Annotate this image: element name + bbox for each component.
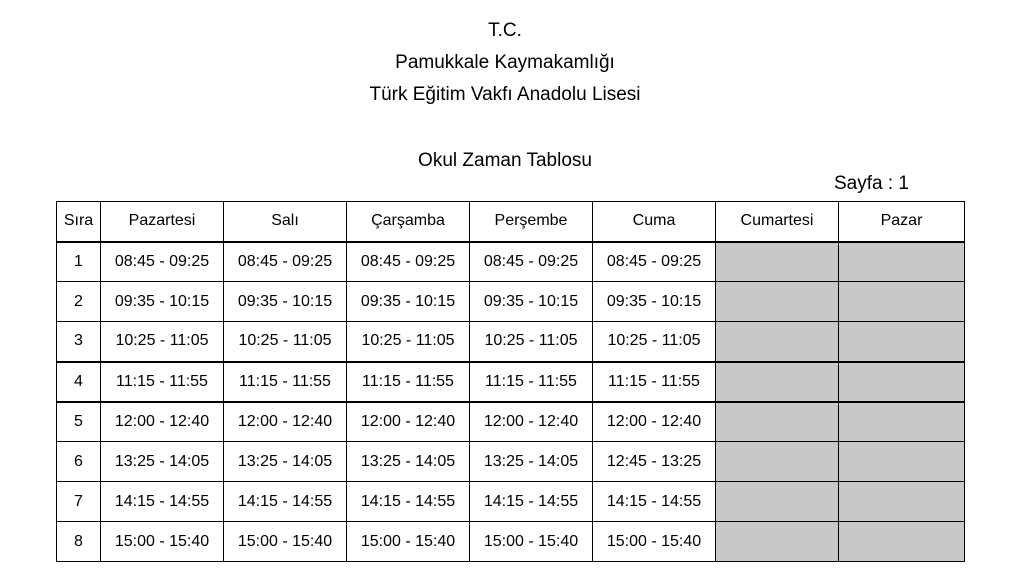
time-cell-cuma: 12:00 - 12:40: [593, 402, 716, 442]
time-cell-persembe: 15:00 - 15:40: [470, 522, 593, 562]
row-number: 5: [57, 402, 101, 442]
closed-cell-cumartesi: [716, 442, 839, 482]
column-header-cumartesi: Cumartesi: [716, 202, 839, 242]
column-header-carsamba: Çarşamba: [347, 202, 470, 242]
closed-cell-cumartesi: [716, 362, 839, 402]
time-cell-carsamba: 15:00 - 15:40: [347, 522, 470, 562]
closed-cell-pazar: [839, 242, 965, 282]
header-line-tc: T.C.: [488, 20, 522, 41]
header-line-governorship: Pamukkale Kaymakamlığı: [395, 52, 615, 73]
closed-cell-cumartesi: [716, 482, 839, 522]
time-cell-cuma: 15:00 - 15:40: [593, 522, 716, 562]
time-cell-cuma: 08:45 - 09:25: [593, 242, 716, 282]
time-cell-persembe: 11:15 - 11:55: [470, 362, 593, 402]
row-number: 4: [57, 362, 101, 402]
page-number: Sayfa : 1: [834, 173, 909, 194]
time-cell-cuma: 12:45 - 13:25: [593, 442, 716, 482]
table-row: [57, 442, 965, 482]
time-cell-pazartesi: 10:25 - 11:05: [101, 322, 224, 362]
table-row: [57, 482, 965, 522]
header-line-school-name: Türk Eğitim Vakfı Anadolu Lisesi: [369, 84, 641, 105]
table-row: [57, 242, 965, 282]
time-cell-carsamba: 11:15 - 11:55: [347, 362, 470, 402]
table-row: [57, 402, 965, 442]
column-header-sira: Sıra: [57, 202, 101, 242]
column-header-pazar: Pazar: [839, 202, 965, 242]
time-cell-cuma: 14:15 - 14:55: [593, 482, 716, 522]
row-number: 2: [57, 282, 101, 322]
time-cell-sali: 13:25 - 14:05: [224, 442, 347, 482]
time-cell-carsamba: 14:15 - 14:55: [347, 482, 470, 522]
time-cell-carsamba: 10:25 - 11:05: [347, 322, 470, 362]
time-cell-sali: 12:00 - 12:40: [224, 402, 347, 442]
time-cell-pazartesi: 08:45 - 09:25: [101, 242, 224, 282]
time-cell-persembe: 08:45 - 09:25: [470, 242, 593, 282]
row-number: 3: [57, 322, 101, 362]
closed-cell-pazar: [839, 322, 965, 362]
time-cell-persembe: 10:25 - 11:05: [470, 322, 593, 362]
time-cell-sali: 15:00 - 15:40: [224, 522, 347, 562]
closed-cell-pazar: [839, 282, 965, 322]
time-cell-persembe: 12:00 - 12:40: [470, 402, 593, 442]
row-number: 8: [57, 522, 101, 562]
closed-cell-cumartesi: [716, 402, 839, 442]
time-cell-cuma: 09:35 - 10:15: [593, 282, 716, 322]
time-cell-persembe: 14:15 - 14:55: [470, 482, 593, 522]
time-cell-pazartesi: 14:15 - 14:55: [101, 482, 224, 522]
closed-cell-pazar: [839, 522, 965, 562]
closed-cell-cumartesi: [716, 522, 839, 562]
time-cell-pazartesi: 12:00 - 12:40: [101, 402, 224, 442]
time-cell-pazartesi: 13:25 - 14:05: [101, 442, 224, 482]
table-row: [57, 322, 965, 362]
closed-cell-cumartesi: [716, 282, 839, 322]
closed-cell-pazar: [839, 482, 965, 522]
time-cell-pazartesi: 11:15 - 11:55: [101, 362, 224, 402]
table-row: [57, 282, 965, 322]
time-cell-sali: 14:15 - 14:55: [224, 482, 347, 522]
time-cell-carsamba: 13:25 - 14:05: [347, 442, 470, 482]
closed-cell-cumartesi: [716, 322, 839, 362]
time-cell-pazartesi: 15:00 - 15:40: [101, 522, 224, 562]
time-cell-carsamba: 08:45 - 09:25: [347, 242, 470, 282]
row-number: 1: [57, 242, 101, 282]
closed-cell-pazar: [839, 442, 965, 482]
time-cell-carsamba: 12:00 - 12:40: [347, 402, 470, 442]
time-cell-cuma: 10:25 - 11:05: [593, 322, 716, 362]
table-row: [57, 362, 965, 402]
column-header-pazartesi: Pazartesi: [101, 202, 224, 242]
row-number: 7: [57, 482, 101, 522]
column-header-sali: Salı: [224, 202, 347, 242]
time-cell-sali: 09:35 - 10:15: [224, 282, 347, 322]
schedule-table: [56, 201, 965, 562]
time-cell-persembe: 09:35 - 10:15: [470, 282, 593, 322]
time-cell-sali: 10:25 - 11:05: [224, 322, 347, 362]
document-title: Okul Zaman Tablosu: [418, 150, 592, 171]
closed-cell-pazar: [839, 402, 965, 442]
time-cell-sali: 08:45 - 09:25: [224, 242, 347, 282]
table-row: [57, 522, 965, 562]
time-cell-carsamba: 09:35 - 10:15: [347, 282, 470, 322]
row-number: 6: [57, 442, 101, 482]
closed-cell-cumartesi: [716, 242, 839, 282]
time-cell-sali: 11:15 - 11:55: [224, 362, 347, 402]
time-cell-pazartesi: 09:35 - 10:15: [101, 282, 224, 322]
time-cell-persembe: 13:25 - 14:05: [470, 442, 593, 482]
time-cell-cuma: 11:15 - 11:55: [593, 362, 716, 402]
closed-cell-pazar: [839, 362, 965, 402]
column-header-cuma: Cuma: [593, 202, 716, 242]
table-header-row: [57, 202, 965, 242]
column-header-persembe: Perşembe: [470, 202, 593, 242]
